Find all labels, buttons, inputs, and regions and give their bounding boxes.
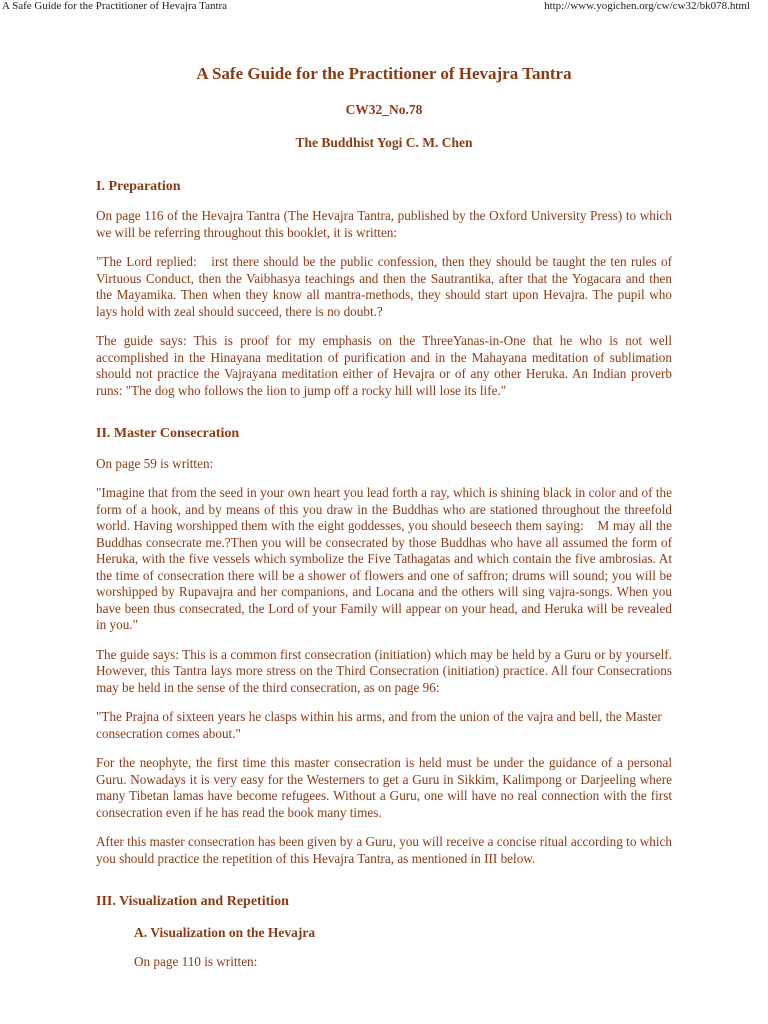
quote-paragraph: "The Lord replied:  irst there should be the public confession, then they should be taught the ten rules of Virtuous Conduct, then the Vaibhasya teachings and then the Sautrantika, after that the Yogacara and then the Mayamika. Then when they know all mantra-methods, they should start upon Hevajra. The pupil who lays hold with zeal should succeed, there is no doubt.? (96, 254, 672, 319)
document-title: A Safe Guide for the Practitioner of Hevajra Tantra (196, 64, 572, 83)
browser-header (0, 0, 768, 14)
paragraph: On page 116 of the Hevajra Tantra (The Hevajra Tantra, published by the Oxford University Press) to which we will be referring throughout this booklet, it is written: (96, 208, 672, 240)
section-heading-master-consecration: II. Master Consecration (96, 426, 240, 441)
subsection-heading-visualization-hevajra: A. Visualization on the Hevajra (134, 924, 316, 940)
paragraph: For the neophyte, the first time this master consecration is held must be under the guidance of a personal Guru. Nowadays it is very easy for the Westerners to get a Guru in Sikkim, Kalimpong or Darjeeling where many Tibetan lamas have become refugees. Without a Guru, one will have no real connection with the first consecration even if he has read the book many times. (96, 755, 672, 820)
paragraph: The guide says: This is a common first consecration (initiation) which may be held by a Guru or by yourself. However, this Tantra lays more stress on the Third Consecration (initiation) practice. All four Consecrations may be held in the sense of the third consecration, as on page 96: (96, 646, 672, 695)
section-heading-preparation: I. Preparation (96, 178, 181, 194)
page-url[interactable]: http://www.yogichen.org/cw/cw32/bk078.html (544, 0, 750, 12)
quote-paragraph: "The Prajna of sixteen years he clasps within his arms, and from the union of the vajra and bell, the Master  consecration comes about." (96, 709, 672, 741)
quote-paragraph: "Imagine that from the seed in your own heart you lead forth a ray, which is shining black in color and of the form of a hook, and by means of this you draw in the Buddhas who are stationed throughout the threefold world. Having worshipped them with the eight goddesses, you should beseech them saying:  M may all the Buddhas consecrate me.?Then you will be consecrated by those Buddhas who have all assumed the form of Heruka, with the five vessels which symbolize the Five Tathagatas and which contain the five ambrosias. At the time of consecration there will be a shower of flowers and one of saffron; drums will sound; you will be worshipped by Rupavajra and her companions, and Locana and the others will sing vajra-songs. When you have been thus consecrated, the Lord of your Family will appear on your head, and Heruka will be revealed in you." (96, 485, 672, 632)
document-code: CW32_No.78 (345, 101, 423, 117)
document-body (96, 66, 672, 971)
document-author: The Buddhist Yogi C. M. Chen (295, 135, 473, 150)
paragraph: After this master consecration has been given by a Guru, you will receive a concise ritual according to which you should practice the repetition of this Hevajra Tantra, as mentioned in III below. (96, 834, 672, 866)
section-heading-visualization: III. Visualization and Repetition (96, 894, 289, 909)
page-title-header: A Safe Guide for the Practitioner of Hevajra Tantra (2, 0, 228, 12)
paragraph: The guide says: This is proof for my emphasis on the ThreeYanas-in-One that he who is not well accomplished in the Hinayana meditation of purification and in the Mahayana meditation of sublimation should not practice the Vajrayana meditation either of Hevajra or of any other Heruka. An Indian proverb runs: "The dog who follows the lion to jump off a rocky hill will lose its life." (96, 333, 672, 398)
paragraph: On page 110 is written: (134, 954, 258, 969)
paragraph: On page 59 is written: (96, 455, 214, 471)
